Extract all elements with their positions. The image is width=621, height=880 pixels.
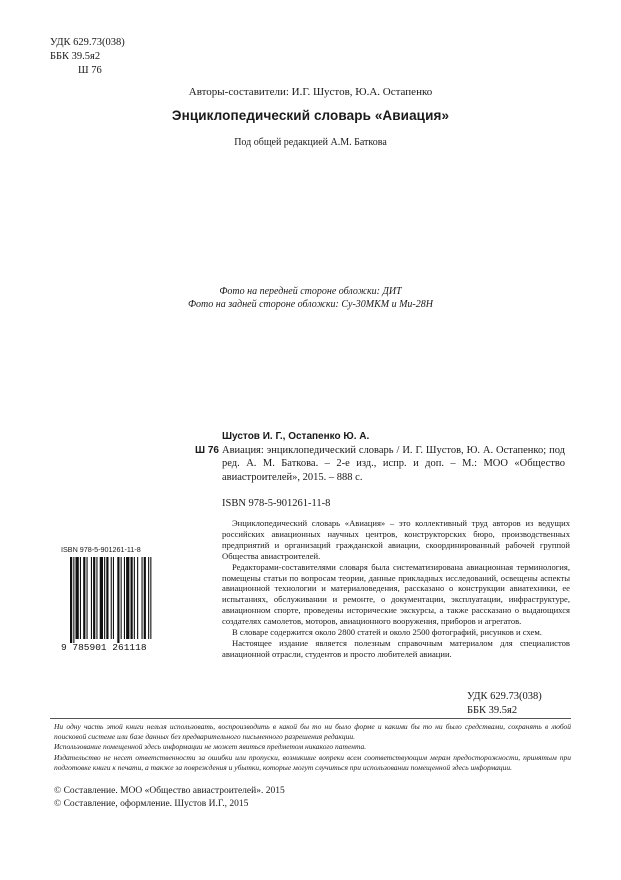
barcode-bar (142, 557, 143, 639)
barcode-bar (83, 557, 85, 639)
book-title: Энциклопедический словарь «Авиация» (171, 108, 450, 123)
catalog-code: Ш 76 (195, 445, 219, 456)
legal-notice (54, 722, 571, 773)
photo-credits (0, 285, 621, 311)
barcode (61, 557, 156, 652)
divider (50, 718, 571, 719)
catalog-heading: Шустов И. Г., Остапенко Ю. А. (222, 431, 370, 442)
barcode-bar (104, 557, 105, 639)
bbk-code: ББК 39.5я2 (50, 51, 101, 62)
barcode-bar (131, 557, 133, 639)
barcode-bar (126, 557, 129, 639)
barcode-bar (148, 557, 149, 639)
barcode-bar (91, 557, 92, 639)
udk-code: УДК 629.73(038) (467, 691, 542, 702)
barcode-bar (93, 557, 95, 639)
barcode-bar (73, 557, 74, 643)
annotation-paragraph: В словаре содержится около 2800 статей и около 2500 фотографий, рисунков и схем. (232, 627, 542, 638)
author-mark: Ш 76 (78, 65, 102, 76)
barcode-bar (113, 557, 114, 639)
udk-classification-top (50, 36, 125, 78)
barcode-bar (76, 557, 79, 639)
catalog-record (195, 430, 565, 484)
barcode-bar (111, 557, 112, 639)
legal-paragraph: Ни одну часть этой книги нельзя использовать, воспроизводить в какой бы то ни было форме и какими бы то ни было средствами, сохранять в любой поисковой системе или базе данных без предварительного письменного разрешения редакции. (54, 722, 571, 742)
authors-line: Авторы-составители: И.Г. Шустов, Ю.А. Остапенко (188, 86, 433, 98)
copyright-line: © Составление, оформление. Шустов И.Г., 2015 (54, 799, 249, 809)
barcode-bar (117, 557, 119, 643)
back-cover-credit: Фото на задней стороне обложки: Су-30МКМ и Ми-28Н (188, 299, 433, 310)
udk-classification-bottom (467, 690, 542, 718)
isbn-number: ISBN 978-5-901261-11-8 (222, 498, 331, 509)
barcode-bar (96, 557, 97, 639)
barcode-bar (137, 557, 138, 639)
barcode-bar (100, 557, 103, 639)
editor-line: Под общей редакцией А.М. Баткова (234, 137, 387, 148)
barcode-bar (144, 557, 146, 639)
udk-code: УДК 629.73(038) (50, 37, 125, 48)
copyright-line: © Составление. МОО «Общество авиастроителей». 2015 (54, 786, 285, 796)
copyright-block (54, 785, 285, 811)
annotation-paragraph: Настоящее издание является полезным справочным материалом для специалистов авиационной отрасли, студентов и просто любителей авиации. (222, 637, 570, 659)
barcode-bar (150, 557, 151, 639)
barcode-bar (121, 557, 122, 639)
annotation-paragraph: Редакторами-составителями словаря была систематизирована авиационная терминология, помещены статьи по вопросам теории, данные прикладных исследований, освещены аспекты авиационной технологии и материаловедения, рассказано о конструкции авиатехники, ее испытаниях, обслуживании и ремонте, о документации, эксплуатации, инфраструктуре, авиационном спорте, проведены исторические экскурсы, а также рассказано о выдающихся создателях самолетов, моторов, авиационного вооружения, приборов и агрегатов. (222, 561, 570, 627)
bbk-code: ББК 39.5я2 (467, 705, 518, 716)
annotation-paragraph: Энциклопедический словарь «Авиация» – это коллективный труд авторов из ведущих российских авиационных научных центров, конструкторских бюро, производственных предприятий и организаций гражданской авиации, скоординированный рабочей группой Общества авиастроителей. (222, 518, 570, 561)
barcode-bars (61, 557, 156, 652)
legal-paragraph: Издательство не несет ответственности за ошибки или пропуски, возникшие вопреки всем соответствующим мерам предосторожности, принятым при подготовке книги к печати, а также за повреждения и убытки, которые могут случиться при использовании помещенной здесь информации. (54, 752, 571, 772)
barcode-bar (70, 557, 72, 643)
barcode-bar (80, 557, 81, 639)
legal-paragraph: Использование помещенной здесь информации не может явиться предметом никакого патента. (54, 742, 367, 752)
barcode-bar (134, 557, 135, 639)
barcode-bar (106, 557, 108, 639)
front-cover-credit: Фото на передней стороне обложки: ДИТ (219, 286, 402, 297)
catalog-description: Авиация: энциклопедический словарь / И. Г. Шустов, Ю. А. Остапенко; под ред. А. М. Баткова. – 2-е изд., испр. и доп. – М.: МОО «Общество авиастроителей», 2015. – 888 с. (222, 444, 565, 483)
barcode-isbn-label: ISBN 978-5-901261-11-8 (61, 545, 141, 554)
barcode-bar (124, 557, 125, 639)
barcode-digits: 9 785901 261118 (61, 642, 147, 652)
barcode-bar (87, 557, 88, 639)
book-annotation (222, 518, 570, 660)
